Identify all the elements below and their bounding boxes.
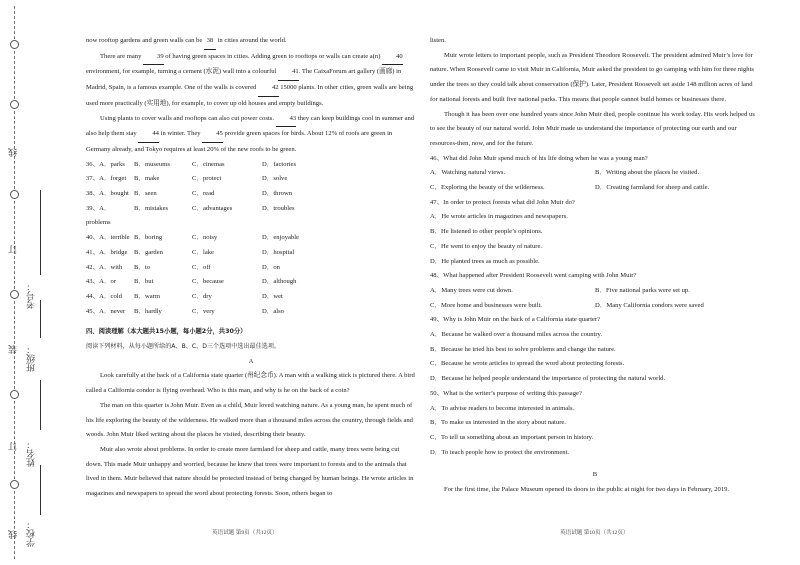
option-text: B．museums [134, 160, 170, 168]
blank-42: 42 [258, 81, 279, 97]
text-run: in cities around the world. [215, 37, 287, 44]
text-run: they can keep buildings cool in summer and also help them stay [86, 114, 415, 138]
option-text: C．because [192, 278, 224, 286]
cut-mark: 线 [8, 530, 18, 539]
option-row [430, 284, 760, 299]
option-row [86, 305, 416, 320]
option-text: C．very [192, 307, 215, 315]
option-row [86, 172, 416, 187]
cloze-options [86, 158, 416, 320]
blank-38: 38 [204, 34, 216, 50]
option-text: 41、A．bridge [86, 248, 128, 256]
option-row [86, 158, 416, 173]
option-text: D．thrown [262, 190, 293, 198]
option-text: C．read [192, 190, 215, 198]
option-text: B．but [134, 278, 154, 286]
option-text: C．Exploring the beauty of the wilderness. [430, 184, 545, 192]
option-text: 37、A．forget [86, 175, 127, 183]
option-text: B．Writing about the places he visited. [595, 169, 700, 177]
exam-number-fill-line [40, 190, 41, 275]
option-text: 42、A．with [86, 263, 123, 271]
option-row [86, 261, 416, 276]
binding-hole [10, 100, 19, 109]
option-text: B．to [134, 263, 151, 271]
option-text: D．also [262, 307, 284, 315]
option-text: 44、A．cold [86, 292, 122, 300]
question-49: 49、Why is John Muir on the back of a California state quarter? [430, 316, 601, 324]
option: D．Because he helped people understand the importance of protecting the natural world. [430, 375, 666, 383]
option-text: C．noisy [192, 234, 218, 242]
text-run: now rooftop gardens and green walls can be [86, 37, 204, 44]
cut-mark: 线 [8, 148, 18, 157]
option-row [430, 299, 760, 314]
option-row [86, 246, 416, 261]
option-text: C．off [192, 263, 211, 271]
option-text: D．Creating farmland for sheep and cattle. [595, 184, 710, 192]
page-footer-right: 英语试题 第10页（共12页） [560, 530, 629, 536]
blank-41: 41 [278, 65, 299, 81]
option-text: B．garden [134, 248, 163, 256]
option-text: B．hardly [134, 307, 162, 315]
paragraph: Look carefully at the back of a California state quarter (州纪念币). A man with a walking stick is pictured there. A bird called a California condor is flying overhead. Who is this man, and why is he on the back of a coin? [86, 372, 415, 395]
option: C．He went to enjoy the beauty of nature. [430, 242, 543, 250]
school-fill-line [40, 465, 41, 515]
option: B．He listened to other people’s opinions. [430, 228, 543, 236]
option-row [86, 187, 416, 202]
option-text: D．Many California condors were saved [595, 301, 704, 309]
text-run: environment, for example, turning a cement (水泥) wall into a colourful [86, 68, 279, 76]
right-column [430, 34, 760, 498]
blank-43: 43 [276, 112, 297, 128]
binding-line [14, 6, 15, 559]
option: B．To make us interested in the story about nature. [430, 419, 566, 427]
blank-39: 39 [143, 50, 164, 66]
question-47: 47、In order to protect forests what did John Muir do? [430, 198, 575, 206]
option-text: D．hospital [262, 248, 295, 256]
option-text: B．boring [134, 234, 163, 242]
option-text: A．Watching natural views. [430, 169, 506, 177]
option: D．To teach people how to protect the environment. [430, 448, 570, 456]
text-run: 15000 plants. In other cities, green walls are being used more practically (实用地), for example, to cover up old houses and empty buildings. [86, 84, 414, 107]
option-text: C．More home and businesses were built. [430, 301, 543, 309]
option-row [86, 231, 416, 246]
option-text: 39、A．problems [86, 204, 111, 227]
option-row [430, 166, 760, 181]
page-footer-left: 英语试题 第9页（共12页） [212, 530, 278, 536]
text-run: provide green spaces for birds. About 12% of roofs are green in Germany already, and Tokyo requires at least 20% of the new roofs to be green. [86, 130, 393, 153]
name-label: 姓名： [26, 440, 36, 467]
binding-hole [10, 290, 19, 299]
option-text: 43、A．or [86, 278, 117, 286]
option: A．Because he walked over a thousand miles across the country. [430, 331, 603, 339]
option-row [86, 202, 416, 231]
option-text: B．warm [134, 292, 161, 300]
option: A．To advise readers to become interested in animals. [430, 404, 575, 412]
option-row [86, 275, 416, 290]
option: B．Because he tried his best to solve problems and change the nature. [430, 345, 616, 353]
paragraph: listen. [430, 37, 446, 44]
paragraph [86, 34, 416, 50]
option-text: B．seen [134, 190, 157, 198]
question-50: 50、What is the writer’s purpose of writing this passage? [430, 389, 582, 397]
passage-label: A [248, 357, 254, 365]
section-title: 四、阅读理解（本大题共15小题，每小题2分，共30分） [86, 328, 247, 336]
paragraph: The man on this quarter is John Muir. Even as a child, Muir loved watching nature. As a young man, he spent much of his life exploring the beauty of the wilderness. He walked more than a thousand miles across the country, through fields and woods. John Muir liked writing about the places he visited, describing their beauty. [86, 401, 413, 439]
paragraph [86, 50, 416, 112]
section-instructions: 阅读下列材料，从每小题所给的A、B、C、D三个选项中选出最佳选项。 [86, 343, 281, 351]
option-text: 36、A．parks [86, 160, 125, 168]
option-row [86, 290, 416, 305]
class-fill-line [40, 300, 41, 338]
school-label: 学校： [26, 520, 36, 547]
option-text: D．enjoyable [262, 234, 299, 242]
name-fill-line [40, 380, 41, 430]
binding-hole [10, 40, 19, 49]
text-run: of having green spaces in cities. Adding green to rooftops or walls can create a(n) [163, 52, 383, 60]
blank-44: 44 [138, 127, 159, 143]
option-text: D．factories [262, 160, 297, 168]
option-text: A．Many trees were cut down. [430, 286, 513, 294]
option-text: D．troubles [262, 204, 295, 212]
text-run: . The CaixaForum art gallery (画廊) in Madrid, Spain, is a famous example. One of the walls is covered [86, 68, 402, 92]
blank-40: 40 [382, 50, 403, 66]
option-row [430, 181, 760, 196]
paragraph: For the first time, the Palace Museum opened its doors to the public at night for two days in February, 2019. [444, 486, 730, 494]
question-48: 48、What happened after President Roosevelt went camping with John Muir? [430, 272, 637, 280]
text-run: in winter. They [158, 130, 203, 138]
option-text: D．wet [262, 292, 283, 300]
paragraph: Though it has been over one hundred years since John Muir died, people continue his work today. His work helped us to see the beauty of our natural world. John Muir made us understand the importance of protecting our earth and our resources-then, now, and for the future. [430, 110, 755, 147]
option-text: B．mistakes [134, 204, 169, 212]
cut-mark: 装 [8, 345, 18, 354]
option-text: D．on [262, 263, 280, 271]
option-text: B．make [134, 175, 160, 183]
option-text: 40、A．terrible [86, 234, 130, 242]
binding-hole [10, 390, 19, 399]
left-column [86, 34, 416, 502]
class-label: 班级： [26, 345, 36, 372]
option-text: D．solve [262, 175, 288, 183]
option-text: 45、A．never [86, 307, 126, 315]
option-text: 38、A．bought [86, 190, 129, 198]
option-text: C．advantages [192, 204, 233, 212]
option: D．He planted trees as much as possible. [430, 257, 540, 265]
cut-mark: 订 [8, 245, 18, 254]
text-run: Using plants to cover walls and rooftops can also cut power costs. [100, 114, 276, 122]
text-run: There are many [100, 52, 144, 60]
paragraph [86, 112, 416, 158]
question-46: 46、What did John Muir spend much of his life doing when he was a young man? [430, 154, 648, 162]
option: C．To tell us something about an important person in history. [430, 433, 594, 441]
option-text: C．lake [192, 248, 214, 256]
option-text: C．cinemas [192, 160, 225, 168]
option: A．He wrote articles in magazines and newspapers. [430, 213, 568, 221]
option-text: B．Five national parks were set up. [595, 286, 690, 294]
passage-label: B [592, 471, 598, 479]
blank-45: 45 [202, 127, 223, 143]
binding-hole [10, 190, 19, 199]
exam-number-label: 考号： [26, 282, 36, 309]
paragraph: Muir also wrote about problems. In order to create more farmland for sheep and cattle, many trees were being cut down. This made Muir unhappy and worried, because he knew that trees were important to forests and to the animals that lived in them. Muir believed that nature should be protected instead of being changed by human beings. He wrote articles in magazines and newspapers to spread the word about protecting forests. Soon, others began to [86, 445, 414, 498]
binding-margin [0, 0, 50, 565]
option-text: C．dry [192, 292, 212, 300]
paragraph: Muir wrote letters to important people, such as President Theodore Roosevelt. The president admired Muir’s love for nature. When Roosevelt came to visit Muir in California, Muir asked the president to go camping with him for three nights under the trees so they could talk about conservation (保护). Later, President Roosevelt set aside 148 million acres of land for national forests and built five national parks. This means that people cannot build homes or businesses there. [430, 51, 755, 103]
option-text: C．protect [192, 175, 222, 183]
cut-mark: 订 [8, 442, 18, 451]
option-text: D．although [262, 278, 297, 286]
option: C．Because he wrote articles to spread the word about protecting forests. [430, 360, 625, 368]
binding-hole [10, 480, 19, 489]
